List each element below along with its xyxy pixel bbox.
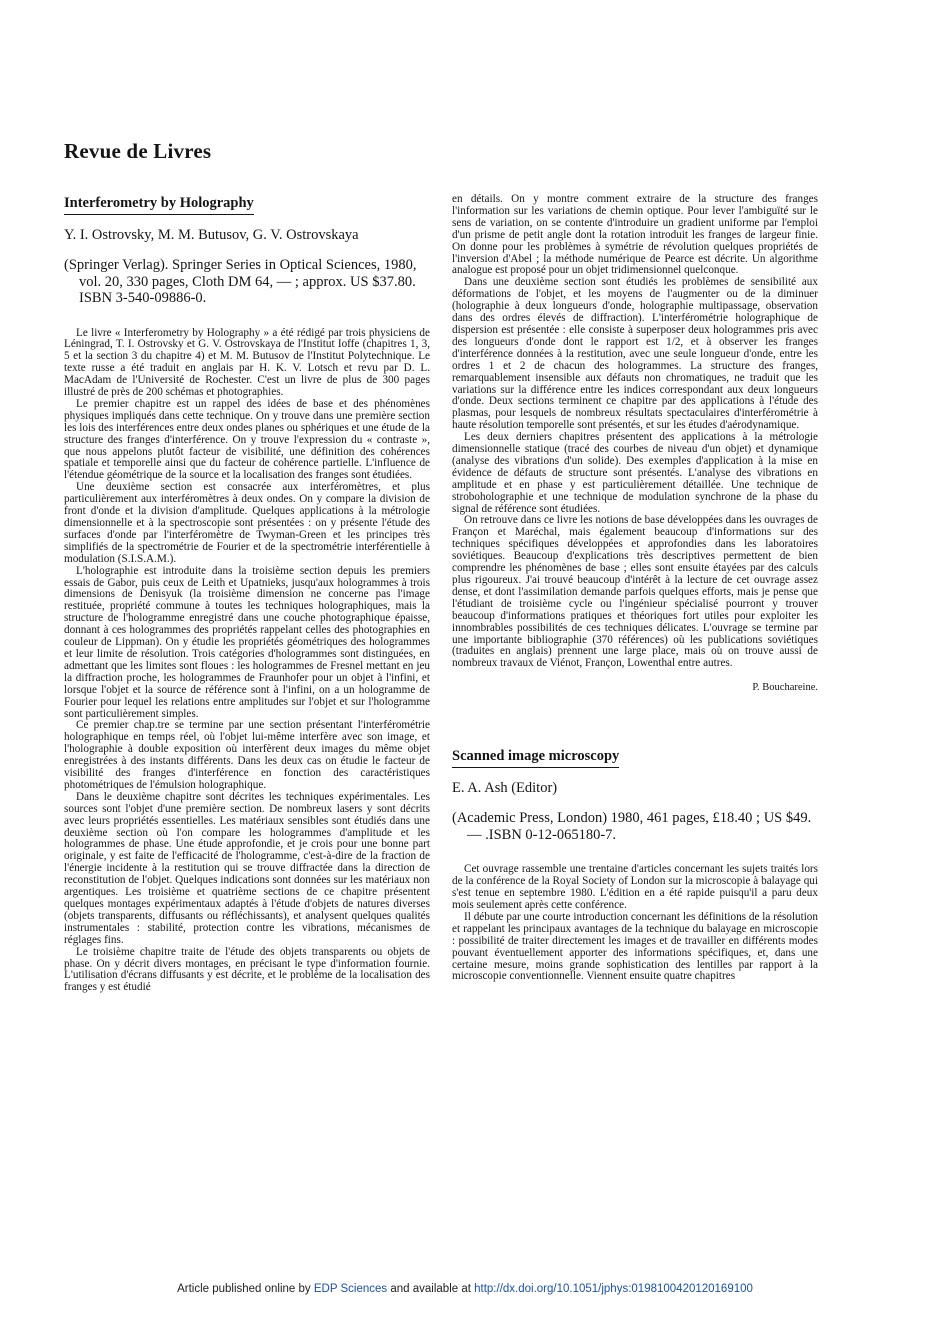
- paragraph: en détails. On y montre comment extraire de la structure des franges l'information sur les variations de chemin optique. Pour lever l'ambiguïté sur le sens de variation, on se contente d'introduire un gradient uniforme par l'emploi d'un prisme de petit angle dont la rotation introduit les franges de largeur finie. On donne pour les problèmes à symétrie de révolution quelques propriétés de l'inversion d'Abel ; la méthode numérique de Pearce est décrite. Un algorithme analogue est proposé pour un objet tridimensionnel quelconque.: [452, 193, 818, 277]
- review2-authors: E. A. Ash (Editor): [452, 780, 558, 797]
- paragraph: On retrouve dans ce livre les notions de base développées dans les ouvrages de Françon et Maréchal, mais également beaucoup d'informations sur des techniques spécifiques développées et approfondies dans les laboratoires soviétiques. Beaucoup d'explications très descriptives permettent de bien comprendre les phénomènes de base ; elles sont ensuite étayées par des calculs plus rigoureux. J'ai trouvé beaucoup d'intérêt à la lecture de cet ouvrage assez dense, et dont l'assimilation demande parfois quelques efforts, mais je pense que l'étudiant de troisième cycle ou l'ingénieur spécialisé pourront y trouver beaucoup d'informations pratiques et théoriques fort utiles pour exploiter les innombrables possibilités de ces techniques délicates. L'ouvrage se termine par une importante bibliographie (370 références) où les publications soviétiques (traduites en anglais) prennent une large place, mais où on trouve aussi de nombreux travaux de Viénot, Françon, Lowenthal entre autres.: [452, 514, 818, 670]
- publisher-link[interactable]: EDP Sciences: [313, 1283, 388, 1295]
- review1-body-continued: [452, 194, 818, 670]
- footer-middle: and available at: [387, 1283, 475, 1295]
- paragraph: L'holographie est introduite dans la troisième section depuis les premiers essais de Gabor, puis ceux de Leith et Upatnieks, jusqu'aux hologrammes à trois dimensions de Denisyuk (la troisième dimension ne concerne pas l'image restituée, propriété commune à toutes les techniques holographiques, mais la structure de l'hologramme enregistré dans une couche photographique épaisse, donnant à ces hologrammes des propriétés rappelant celles des photographies en couleur de Lippman). On y étudie les propriétés géométriques des hologrammes et leur limite de résolution. Trois catégories d'hologrammes sont distinguées, en admettant que les limites sont floues : les hologrammes de Fresnel mettant en jeu la diffraction proche, les hologrammes de Fraunhofer pour un objet à l'infini, et lorsque l'objet et la source de référence sont à l'infini, on a un hologramme de Fourier pour lequel les relations entre amplitudes sur l'objet et sur l'hologramme sont particulièrement simples.: [64, 564, 430, 720]
- review1-authors: Y. I. Ostrovsky, M. M. Butusov, G. V. Ostrovskaya: [64, 227, 359, 243]
- paragraph: Les deux derniers chapitres présentent des applications à la métrologie dimensionnelle statique (tracé des courbes de niveau d'un objet) et dynamique (analyse des vibrations d'un solide). Des exemples d'application à la mise en évidence de défauts de structure sont présentés. L'analyse des vibrations en amplitude et en phase y est particulièrement détaillée. Une technique de stroboholographie et une technique de modulation synchrone de la phase du signal de référence sont étudiées.: [452, 431, 818, 515]
- right-column: [452, 194, 818, 983]
- review1-signature: P. Bouchareine.: [752, 682, 818, 694]
- paragraph: Dans une deuxième section sont étudiés les problèmes de sensibilité aux déformations de l'objet, et les moyens de l'augmenter ou de la diminuer (holographie à deux longueurs d'onde, holographie multipassage, observation dans des ordres élevés de diffraction). L'interférométrie holographique de dispersion est présentée : elle consiste à superposer deux hologrammes pris avec des longueurs d'onde dont le rapport est 1/2, et à observer les franges d'interférence données à la restitution, avec une seule longueur d'onde, entre les ordres 1 et 2 de chacun des hologrammes. La structure des franges, remarquablement insensible aux défauts non chromatiques, ne traduit que les variations sur la différence entre les indices correspondant aux deux longueurs d'onde. Deux sections terminent ce chapitre par des applications à l'étude des plasmas, pour lesquels de nombreux résultats spectaculaires d'interférométrie à haute résolution temporelle sont présentés, et sur les études d'aérodynamique.: [452, 276, 818, 432]
- review2-section: [452, 747, 818, 983]
- footer-prefix: Article published online by: [177, 1283, 314, 1295]
- paragraph: Dans le deuxième chapitre sont décrites les techniques expérimentales. Les sources sont l'objet d'une première section. De nombreux lasers y sont décrits avec leurs propriétés essentielles. Les matériaux sensibles sont étudiés dans une deuxième section où l'on compare les hologrammes d'amplitude et les hologrammes de phase. Une étude approfondie, et je crois pour une bonne part originale, y est faite de l'efficacité de l'hologramme, c'est-à-dire de la fraction de l'énergie incidente à la restitution qui se trouve diffractée dans la direction de reconstitution de l'objet. Quelques indications sont données sur les matériaux non argentiques. Les troisième et quatrième sections de ce chapitre présentent quelques montages expérimentaux adaptés à l'étude d'objets de natures diverses (objets transparents, diffusants ou réfléchissants), et analysent quelques qualités instrumentales : stabilité, protection contre les vibrations, mécanismes de réglages fins.: [64, 790, 430, 946]
- left-column: [64, 194, 430, 994]
- paragraph: Le troisième chapitre traite de l'étude des objets transparents ou objets de phase. On y décrit divers montages, en précisant le type d'information fournie. L'utilisation d'écrans diffusants y est décrite, et le problème de la localisation des franges y est étudié: [64, 945, 430, 994]
- paragraph: Une deuxième section est consacrée aux interféromètres, et plus particulièrement aux interféromètres à deux ondes. On y compare la division de front d'onde et la division d'amplitude. Quelques applications à la métrologie dimensionnelle et à la spectroscopie sont présentées : on y présente l'étude des surfaces d'onde par l'interféromètre de Twyman-Green et les principes très simplifiés de la spectrométrie de Fourier et de la spectrométrie interférentielle à modulation (S.I.S.A.M.).: [64, 481, 430, 565]
- paragraph: Il débute par une courte introduction concernant les définitions de la résolution et rappelant les principaux avantages de la technique du balayage en microscopie : possibilité de traiter directement les images et de travailler en différents modes pouvant éventuellement apporter des informations spécifiques, et, dans une certaine mesure, moins grande sophistication des lentilles par rapport à la microscopie conventionnelle. Viennent ensuite quatre chapitres: [452, 910, 818, 983]
- review2-body: [452, 864, 818, 983]
- page-heading: Revue de Livres: [64, 139, 212, 163]
- review1-title-underline: [64, 195, 254, 215]
- review2-title-underline: [452, 748, 619, 768]
- review1-body: [64, 328, 430, 995]
- footer: [0, 1283, 930, 1295]
- doi-link[interactable]: http://dx.doi.org/10.1051/jphys:0198100420120169100: [474, 1283, 753, 1295]
- review2-title: Scanned image microscopy: [452, 748, 620, 765]
- paragraph: Cet ouvrage rassemble une trentaine d'articles concernant les sujets traités lors de la conférence de la Royal Society of London sur la microscopie à balayage qui s'est tenue en septembre 1980. L'édition en a été rapide puisqu'il a paru deux mois seulement après cette conférence.: [452, 863, 818, 911]
- paragraph: Le livre « Interferometry by Holography » a été rédigé par trois physiciens de Léningrad, T. I. Ostrovsky et G. V. Ostrovskaya de l'Institut Ioffe (chapitres 1, 3, 5 et la section 3 du chapitre 4) et M. M. Butusov de l'Institut Polytechnique. Le texte russe a été traduit en anglais par H. K. V. Lotsch et revu par D. L. MacAdam de l'Université de Rochester. C'est un livre de plus de 300 pages illustré de près de 200 schémas et photographies.: [64, 326, 430, 399]
- paragraph: Le premier chapitre est un rappel des idées de base et des phénomènes physiques impliqués dans cette technique. On y trouve dans une première section les lois des interférences entre deux ondes planes ou sphériques et une étude de la structure des franges d'interférence. On y trouve l'expression du « contraste », que nous appelons plutôt facteur de visibilité, une définition des cohérences spatiale et temporelle ainsi que du facteur de cohérence partielle. L'influence de l'étendue géométrique de la source et la localisation des franges sont étudiées.: [64, 397, 430, 482]
- review2-publication: (Academic Press, London) 1980, 461 pages, £18.40 ; US $49. — .ISBN 0-12-065180-7.: [452, 810, 812, 843]
- paragraph: Ce premier chap.tre se termine par une section présentant l'interférométrie holographique en temps réel, où l'objet lui-même interfère avec son image, et l'holographie à double exposition où interfèrent deux images du même objet enregistrées à des instants différents. Dans les deux cas on étudie le facteur de visibilité des franges d'interférence en fonction des caractéristiques photométriques de l'émulsion holographique.: [64, 719, 430, 791]
- review1-title: Interferometry by Holography: [64, 195, 254, 211]
- review1-publication: (Springer Verlag). Springer Series in Optical Sciences, 1980, vol. 20, 330 pages, Cloth DM 64, — ; approx. US $37.80. ISBN 3-540-09886-0.: [64, 257, 417, 306]
